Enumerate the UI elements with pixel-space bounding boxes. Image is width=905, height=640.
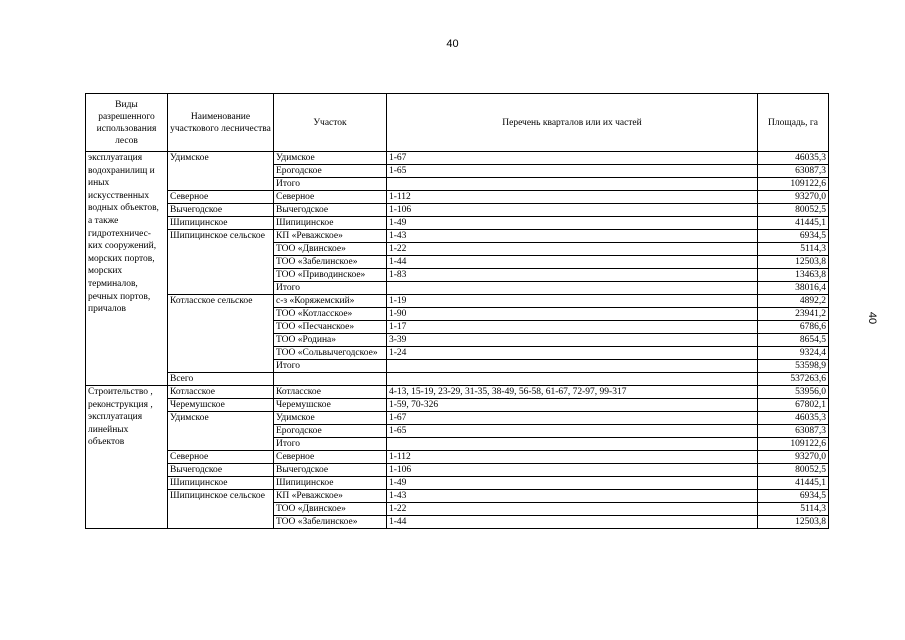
header-quarters: Перечень кварталов или их частей	[387, 94, 758, 152]
table-row	[86, 386, 829, 399]
forestry-cell: Черемушское	[168, 399, 274, 412]
table-row	[86, 451, 829, 464]
quarters-cell: 4-13, 15-19, 23-29, 31-35, 38-49, 56-58, 61-67, 72-97, 99-317	[387, 386, 758, 399]
quarters-cell: 1-90	[387, 308, 758, 321]
area-cell: 109122,6	[758, 178, 829, 191]
forestry-cell: Шипицинское	[168, 217, 274, 230]
section-cell: Котласское	[274, 386, 387, 399]
quarters-cell: 1-44	[387, 516, 758, 529]
table-header-row	[86, 94, 829, 152]
forestry-cell: Вычегодское	[168, 464, 274, 477]
area-cell: 53598,9	[758, 360, 829, 373]
use-type-cell: эксплуатация водохранилищ и иных искусственных водных объектов, а также гидротехничес-ких сооружений, морских портов, морских терминалов, речных портов, причалов	[86, 152, 168, 386]
header-forestry: Наименование участкового лесничества	[168, 94, 274, 152]
quarters-cell: 1-67	[387, 152, 758, 165]
quarters-cell: 1-22	[387, 243, 758, 256]
section-cell: Удимское	[274, 412, 387, 425]
section-cell: Северное	[274, 191, 387, 204]
quarters-cell: 1-112	[387, 191, 758, 204]
section-cell: ТОО «Забелинское»	[274, 256, 387, 269]
area-cell: 63087,3	[758, 165, 829, 178]
quarters-cell	[387, 282, 758, 295]
area-cell: 6786,6	[758, 321, 829, 334]
section-cell: Черемушское	[274, 399, 387, 412]
forestry-cell: Шипицинское сельское	[168, 490, 274, 529]
section-cell: ТОО «Забелинское»	[274, 516, 387, 529]
quarters-cell: 1-106	[387, 464, 758, 477]
section-cell: КП «Реважское»	[274, 230, 387, 243]
table-row	[86, 373, 829, 386]
quarters-cell: 1-24	[387, 347, 758, 360]
quarters-cell: 1-65	[387, 165, 758, 178]
quarters-cell: 1-49	[387, 477, 758, 490]
quarters-cell: 1-17	[387, 321, 758, 334]
section-cell: ТОО «Приводинское»	[274, 269, 387, 282]
table-row	[86, 490, 829, 503]
table-row	[86, 230, 829, 243]
area-cell: 109122,6	[758, 438, 829, 451]
area-cell: 6934,5	[758, 230, 829, 243]
area-cell: 67802,1	[758, 399, 829, 412]
area-cell: 38016,4	[758, 282, 829, 295]
forestry-cell: Вычегодское	[168, 204, 274, 217]
area-cell: 46035,3	[758, 152, 829, 165]
area-cell: 93270,0	[758, 191, 829, 204]
area-cell: 8654,5	[758, 334, 829, 347]
quarters-cell	[387, 360, 758, 373]
section-cell: Шипицинское	[274, 477, 387, 490]
header-area: Площадь, га	[758, 94, 829, 152]
forestry-cell: Котласское	[168, 386, 274, 399]
section-cell	[274, 373, 387, 386]
area-cell: 23941,2	[758, 308, 829, 321]
use-type-cell: Строительство , реконструкция , эксплуатация линейных объектов	[86, 386, 168, 529]
table-row	[86, 477, 829, 490]
section-cell: Ерогодское	[274, 425, 387, 438]
section-cell: Ерогодское	[274, 165, 387, 178]
area-cell: 13463,8	[758, 269, 829, 282]
section-cell: Шипицинское	[274, 217, 387, 230]
section-cell: ТОО «Котласское»	[274, 308, 387, 321]
area-cell: 4892,2	[758, 295, 829, 308]
table-row	[86, 152, 829, 165]
section-cell: ТОО «Двинское»	[274, 243, 387, 256]
area-cell: 9324,4	[758, 347, 829, 360]
area-cell: 41445,1	[758, 217, 829, 230]
area-cell: 46035,3	[758, 412, 829, 425]
quarters-cell: 1-59, 70-326	[387, 399, 758, 412]
section-cell: Итого	[274, 438, 387, 451]
area-cell: 80052,5	[758, 204, 829, 217]
forestry-cell: Северное	[168, 191, 274, 204]
quarters-cell: 1-112	[387, 451, 758, 464]
area-cell: 63087,3	[758, 425, 829, 438]
area-cell: 537263,6	[758, 373, 829, 386]
area-cell: 12503,8	[758, 516, 829, 529]
section-cell: ТОО «Двинское»	[274, 503, 387, 516]
section-cell: Итого	[274, 360, 387, 373]
section-cell: Вычегодское	[274, 464, 387, 477]
section-cell: Удимское	[274, 152, 387, 165]
area-cell: 80052,5	[758, 464, 829, 477]
forestry-cell: Котласское сельское	[168, 295, 274, 373]
section-cell: Вычегодское	[274, 204, 387, 217]
forestry-cell: Шипицинское	[168, 477, 274, 490]
section-cell: с-з «Коряжемский»	[274, 295, 387, 308]
area-cell: 6934,5	[758, 490, 829, 503]
quarters-cell	[387, 438, 758, 451]
section-cell: Северное	[274, 451, 387, 464]
quarters-cell: 1-65	[387, 425, 758, 438]
section-cell: КП «Реважское»	[274, 490, 387, 503]
section-cell: ТОО «Сольвычегодское»	[274, 347, 387, 360]
quarters-cell: 1-49	[387, 217, 758, 230]
header-use: Виды разрешенного использования лесов	[86, 94, 168, 152]
table-row	[86, 204, 829, 217]
forestry-cell: Всего	[168, 373, 274, 386]
forest-use-table	[85, 93, 829, 529]
area-cell: 12503,8	[758, 256, 829, 269]
forestry-cell: Удимское	[168, 152, 274, 191]
quarters-cell: 1-43	[387, 490, 758, 503]
section-cell: ТОО «Песчанское»	[274, 321, 387, 334]
table-row	[86, 295, 829, 308]
area-cell: 93270,0	[758, 451, 829, 464]
section-cell: Итого	[274, 178, 387, 191]
forestry-cell: Северное	[168, 451, 274, 464]
quarters-cell: 1-44	[387, 256, 758, 269]
quarters-cell: 1-43	[387, 230, 758, 243]
table-row	[86, 399, 829, 412]
table-row	[86, 217, 829, 230]
forestry-cell: Удимское	[168, 412, 274, 451]
quarters-cell	[387, 178, 758, 191]
table-row	[86, 464, 829, 477]
area-cell: 5114,3	[758, 243, 829, 256]
forestry-cell: Шипицинское сельское	[168, 230, 274, 295]
area-cell: 5114,3	[758, 503, 829, 516]
quarters-cell: 1-83	[387, 269, 758, 282]
section-cell: ТОО «Родина»	[274, 334, 387, 347]
quarters-cell: 1-22	[387, 503, 758, 516]
quarters-cell: 1-106	[387, 204, 758, 217]
area-cell: 53956,0	[758, 386, 829, 399]
quarters-cell: 3-39	[387, 334, 758, 347]
section-cell: Итого	[274, 282, 387, 295]
area-cell: 41445,1	[758, 477, 829, 490]
page-number-side: 40	[866, 311, 878, 325]
table-row	[86, 191, 829, 204]
header-section: Участок	[274, 94, 387, 152]
quarters-cell	[387, 373, 758, 386]
page-number-top: 40	[446, 38, 459, 50]
quarters-cell: 1-67	[387, 412, 758, 425]
table-row	[86, 412, 829, 425]
quarters-cell: 1-19	[387, 295, 758, 308]
